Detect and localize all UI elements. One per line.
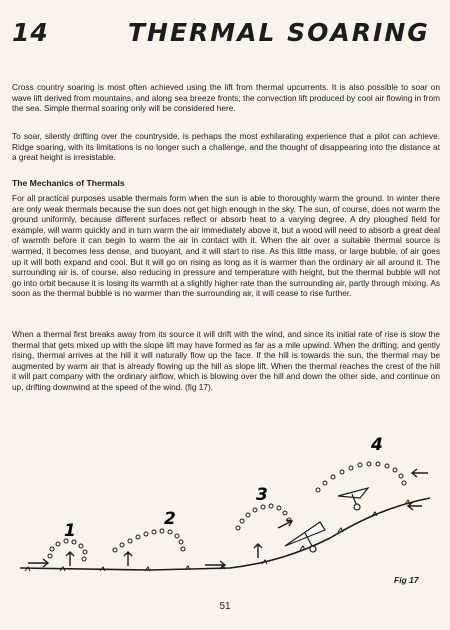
- section-paragraph-1: For all practical purposes usable thermals form when the sun is able to thoroughly warm the ground. In winter there are only weak thermals because the sun does not get high enough in the sky. The sun, of course, does not warm the ground uniformly, because different surfaces reflect or absorb heat to a varying degree. A dry ploughed field for example, will warm quickly and in turn warm the air immediately above it, but a wood will need to absorb a great deal of warmth before it can begin to warm the air in contact with it. When the air over a suitable thermal source is warmed, it becomes less dense, and buoyant, and it will start to rise. As this little mass, or large bubble, of air goes up it will both expand and cool. But it will go on rising as long as it is warmer than the ordinary air all around it. The surrounding air is, of course, also reducing in pressure and temperature with height, but the thermal bubble will not go into orbit because it is losing its warmth at a slightly higher rate than the surrounding air, partly through mixing. As soon as the thermal bubble is no warmer than the surrounding air, it will cease to rise further.: [12, 193, 440, 299]
- figure-label: Fig 17: [394, 575, 419, 585]
- thermal-bubble-1: [48, 539, 87, 561]
- section-heading: The Mechanics of Thermals: [12, 178, 125, 188]
- chapter-title: THERMAL SOARING: [128, 18, 430, 47]
- wind-arrows: [28, 469, 428, 569]
- chapter-number: 14: [12, 18, 49, 47]
- hang-glider-upper: [338, 488, 368, 510]
- stage-marker-2: 2: [164, 509, 176, 529]
- hill-profile: [20, 498, 430, 570]
- intro-paragraph-1: Cross country soaring is most often achieved using the lift from thermal upcurrents. It is also possible to soar on wave lift derived from mountains, and along sea breeze fronts; the convection lift produced by cool air flowing in from the sea. Simple thermal soaring only will be considered here.: [12, 82, 440, 114]
- section-paragraph-2: When a thermal first breaks away from its source it will drift with the wind, and since its initial rate of rise is slow the thermal that gets mixed up with the slope lift may have formed as far as a mile upwind. When the drifting, and gently rising, thermal arrives at the hill it will naturally flow up the face. If the hill is towards the sun, the thermal may be augmented by warm air that is already flowing up the hill as slope lift. When the thermal reaches the crest of the hill it will part company with the ordinary airflow, which is blowing over the hill and down the other side, and continue on up, drifting downwind at the speed of the wind. (fig 17).: [12, 329, 440, 392]
- thermal-diagram: [0, 428, 450, 598]
- stage-marker-1: 1: [64, 521, 76, 541]
- hang-glider-lower: [285, 522, 325, 552]
- stage-marker-3: 3: [256, 485, 268, 505]
- rising-arrows: [66, 544, 262, 566]
- page-number: 51: [219, 601, 231, 612]
- thermal-bubble-4: [316, 462, 406, 492]
- thermal-bubble-2: [113, 529, 185, 552]
- stage-marker-4: 4: [371, 435, 383, 455]
- intro-paragraph-2: To soar, silently drifting over the countryside, is perhaps the most exhilarating experience that a pilot can achieve. Ridge soaring, with its limitations is no longer such a challenge, and the thought of disappearing into the distance at a great height is irresistable.: [12, 131, 440, 163]
